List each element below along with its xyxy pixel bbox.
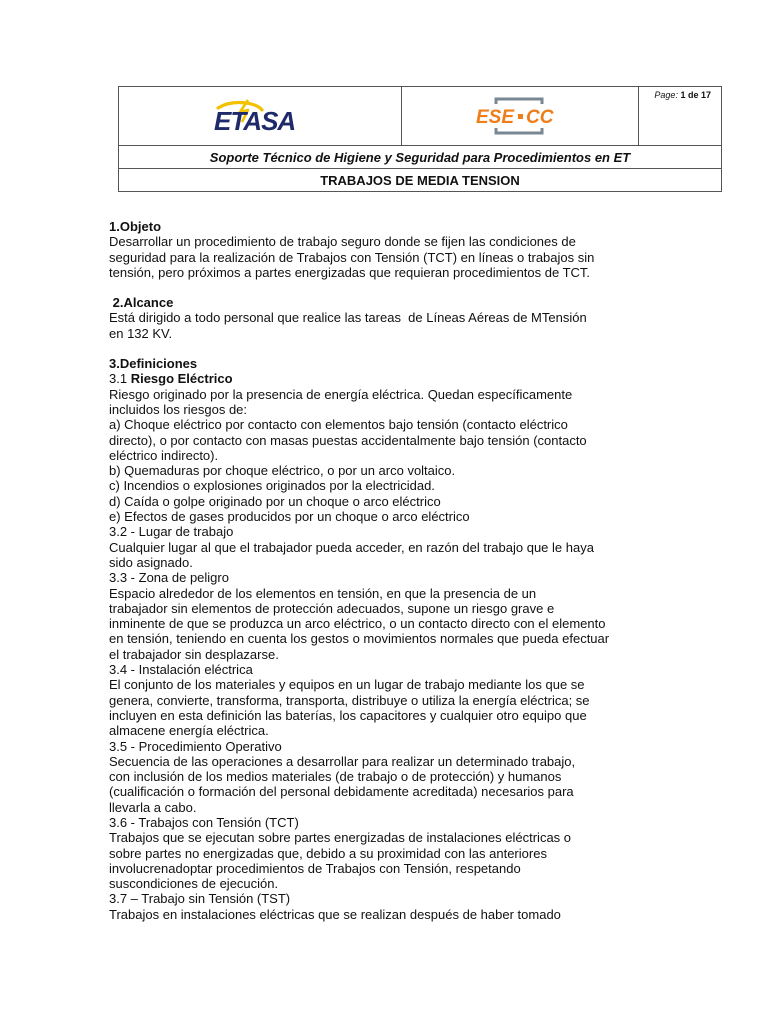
page-indicator xyxy=(639,87,721,100)
body-line: sobre partes no energizadas que, debido a su proximidad con las anteriores xyxy=(109,845,547,861)
body-line: llevarla a cabo. xyxy=(109,799,197,815)
section-2-title: 2.Alcance xyxy=(109,295,174,311)
document-subtitle: Soporte Técnico de Higiene y Seguridad para Procedimientos en ET xyxy=(119,146,722,169)
subsection-3-1-number: 3.1 xyxy=(109,371,131,387)
body-line: eléctrico indirecto). xyxy=(109,447,219,463)
body-line: 3.2 - Lugar de trabajo xyxy=(109,524,234,540)
body-line: 3.6 - Trabajos con Tensión (TCT) xyxy=(109,814,299,830)
body-line: inminente de que se produzca un arco eléctrico, o un contacto directo con el elemento xyxy=(109,616,606,632)
body-line: c) Incendios o explosiones originados por la electricidad. xyxy=(109,478,435,494)
body-line: 3.7 – Trabajo sin Tensión (TST) xyxy=(109,891,291,907)
body-line: d) Caída o golpe originado por un choque o arco eléctrico xyxy=(109,493,441,509)
body-line: Trabajos que se ejecutan sobre partes energizadas de instalaciones eléctricas o xyxy=(109,830,572,846)
document-title: TRABAJOS DE MEDIA TENSION xyxy=(119,169,722,192)
esecc-logo xyxy=(402,87,638,145)
page-label: Page: xyxy=(654,90,678,100)
body-line: Está dirigido a todo personal que realice las tareas de Líneas Aéreas de MTensión xyxy=(109,310,587,326)
section-1-title: 1.Objeto xyxy=(109,219,162,234)
body-line: incluidos los riesgos de: xyxy=(109,401,248,417)
body-line: 3.4 - Instalación eléctrica xyxy=(109,662,253,678)
etasa-logo xyxy=(119,87,401,145)
esecc-logo-cell xyxy=(402,87,639,146)
body-line: b) Quemaduras por choque eléctrico, o por un arco voltaico. xyxy=(109,463,456,479)
body-line: Riesgo originado por la presencia de energía eléctrica. Quedan específicamente xyxy=(109,386,573,402)
body-line: el trabajador sin desplazarse. xyxy=(109,646,279,662)
page-value: 1 de 17 xyxy=(680,90,711,100)
body-line: en tensión, teniendo en cuenta los gestos o movimientos normales que pueda efectuar xyxy=(109,631,610,647)
body-line: almacene energía eléctrica. xyxy=(109,723,269,739)
body-line: en 132 KV. xyxy=(109,325,173,341)
body-line: a) Choque eléctrico por contacto con elementos bajo tensión (contacto eléctrico xyxy=(109,417,568,433)
body-line: tensión, pero próximos a partes energizadas que requieran procedimientos de TCT. xyxy=(109,264,591,280)
body-line: 3.3 - Zona de peligro xyxy=(109,570,229,586)
body-line: Trabajos en instalaciones eléctricas que se realizan después de haber tomado xyxy=(109,906,561,922)
body-line: Secuencia de las operaciones a desarrollar para realizar un determinado trabajo, xyxy=(109,753,576,769)
etasa-logo-text: ETASA xyxy=(214,106,296,136)
document-body xyxy=(109,219,649,922)
subsection-3-1-heading xyxy=(109,371,649,386)
body-line: seguridad para la realización de Trabajos con Tensión (TCT) en líneas o trabajos sin xyxy=(109,249,595,265)
subsection-3-1-title: Riesgo Eléctrico xyxy=(130,371,233,387)
body-line: 3.5 - Procedimiento Operativo xyxy=(109,738,282,754)
body-line: directo), o por contacto con masas puestas accidentalmente bajo tensión (contacto xyxy=(109,432,587,448)
etasa-logo-cell xyxy=(119,87,402,146)
page-number-cell xyxy=(639,87,722,146)
body-line: Cualquier lugar al que el trabajador pueda acceder, en razón del trabajo que le haya xyxy=(109,539,594,555)
document-header-table xyxy=(118,86,722,192)
section-3-title: 3.Definiciones xyxy=(109,356,198,372)
body-line: (cualificación o formación del personal debidamente acreditada) necesarios para xyxy=(109,784,574,800)
definitions-body xyxy=(109,387,649,922)
body-line: trabajador sin elementos de protección adecuados, supone un riesgo grave e xyxy=(109,600,555,616)
body-line: incluyen en esta definición las baterías, los capacitores y cualquier otro equipo que xyxy=(109,707,587,723)
esecc-logo-text-b: CC xyxy=(526,107,554,128)
body-line: involucrenadoptar procedimientos de Trabajos con Tensión, respetando xyxy=(109,860,521,876)
body-line: El conjunto de los materiales y equipos en un lugar de trabajo mediante los que se xyxy=(109,677,585,693)
body-line: Desarrollar un procedimiento de trabajo seguro donde se fijen las condiciones de xyxy=(109,234,576,250)
etasa-logo-icon xyxy=(210,94,310,138)
body-line: genera, convierte, transforma, transporta, distribuye o utiliza la energía eléctrica; se xyxy=(109,692,590,708)
body-line: sido asignado. xyxy=(109,554,193,570)
esecc-logo-text-a: ESE xyxy=(476,107,515,128)
body-line: e) Efectos de gases producidos por un choque o arco eléctrico xyxy=(109,509,470,525)
body-line: Espacio alrededor de los elementos en tensión, en que la presencia de un xyxy=(109,585,537,601)
body-line: con inclusión de los medios materiales (de trabajo o de protección) y humanos xyxy=(109,769,562,785)
body-line: suscondiciones de ejecución. xyxy=(109,876,279,892)
esecc-logo-icon xyxy=(474,94,566,138)
